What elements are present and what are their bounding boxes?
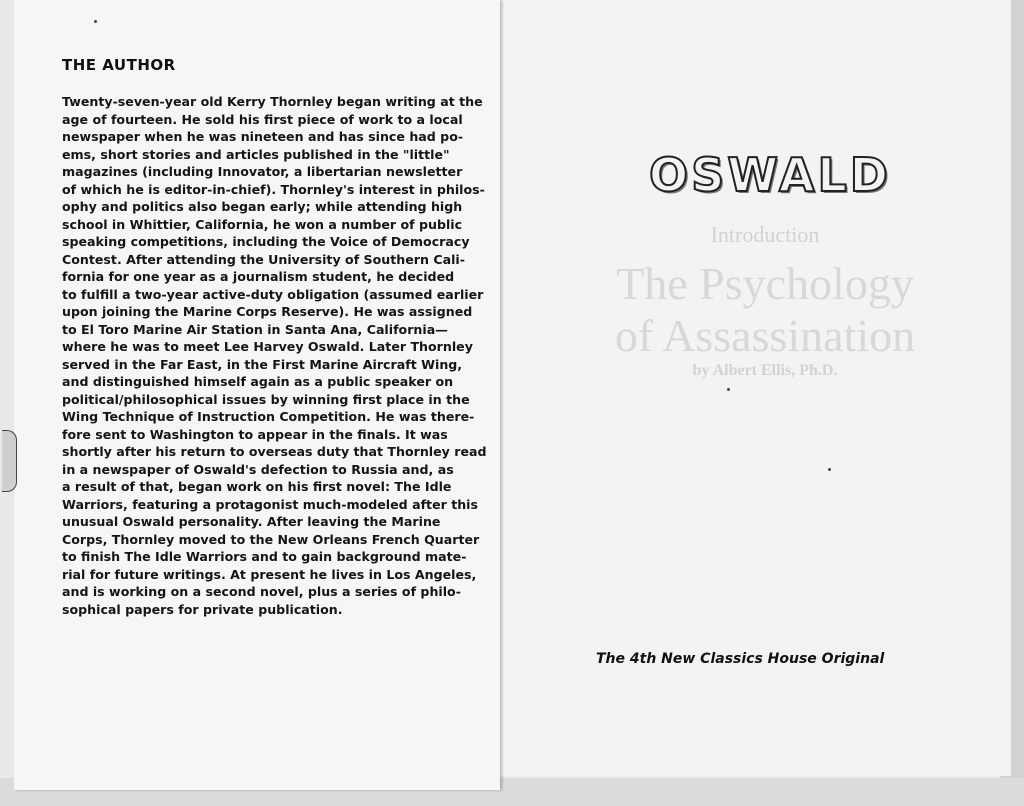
- bio-line: speaking competitions, including the Voice of Democracy: [62, 234, 470, 249]
- binder-clip: [2, 430, 17, 492]
- ghost-psychology-title: [570, 258, 960, 362]
- bio-line: to finish The Idle Warriors and to gain background mate-: [62, 549, 467, 564]
- author-bio: [62, 93, 487, 618]
- bio-line: of which he is editor-in-chief). Thornley's interest in philos-: [62, 181, 485, 197]
- imprint-line: The 4th New Classics House Original: [596, 651, 885, 667]
- bio-line: Contest. After attending the University of Southern Cali-: [62, 251, 465, 267]
- bio-line: to fulfill a two-year active-duty obligation (assumed earlier: [62, 286, 484, 302]
- bio-line: fornia for one year as a journalism student, he decided: [62, 269, 455, 284]
- bio-line: Corps, Thornley moved to the New Orleans French Quarter: [62, 531, 480, 547]
- bio-line: unusual Oswald personality. After leaving the Marine: [62, 514, 441, 529]
- bio-line: to El Toro Marine Air Station in Santa Ana, California—: [62, 321, 448, 337]
- bio-line: age of fourteen. He sold his first piece of work to a local: [62, 111, 463, 127]
- bio-line: fore sent to Washington to appear in the finals. It was: [62, 426, 448, 442]
- ghost-byline: by Albert Ellis, Ph.D.: [692, 362, 838, 379]
- bio-line: magazines (including Innovator, a libertarian newsletter: [62, 164, 463, 179]
- bio-line: newspaper when he was nineteen and has since had po-: [62, 129, 464, 144]
- bio-line: Wing Technique of Instruction Competition. He was there-: [62, 409, 475, 424]
- ghost-introduction: Introduction: [710, 222, 820, 247]
- bio-line: political/philosophical issues by winning first place in the: [62, 391, 470, 407]
- bio-line: and is working on a second novel, plus a series of philo-: [62, 584, 461, 599]
- bleed-through-top-right: [560, 0, 980, 110]
- bio-line: school in Whittier, California, he won a number of public: [62, 216, 463, 232]
- speck: [727, 388, 730, 391]
- bio-line: ophy and politics also began early; while attending high: [62, 199, 463, 214]
- bio-line: and distinguished himself again as a public speaker on: [62, 374, 454, 389]
- bio-line: a result of that, began work on his first novel: The Idle: [62, 479, 452, 494]
- bio-line: upon joining the Marine Corps Reserve). He was assigned: [62, 304, 473, 319]
- bio-line: shortly after his return to overseas duty that Thornley read: [62, 444, 487, 459]
- bio-line: sophical papers for private publication.: [62, 601, 343, 617]
- bio-line: ems, short stories and articles published in the "little": [62, 146, 450, 162]
- bio-line: Warriors, featuring a protagonist much-modeled after this: [62, 496, 478, 512]
- ghost-title-line-1: The Psychology: [616, 258, 914, 309]
- author-heading: THE AUTHOR: [62, 56, 176, 74]
- speck: [94, 20, 97, 23]
- speck: [828, 468, 831, 471]
- oswald-title: OSWALD: [648, 148, 891, 202]
- bio-line: where he was to meet Lee Harvey Oswald. Later Thornley: [62, 339, 473, 354]
- bio-line: rial for future writings. At present he lives in Los Angeles,: [62, 566, 477, 582]
- bio-line: in a newspaper of Oswald's defection to Russia and, as: [62, 461, 454, 477]
- bio-line: served in the Far East, in the First Marine Aircraft Wing,: [62, 356, 463, 372]
- bio-line: Twenty-seven-year old Kerry Thornley began writing at the: [62, 94, 483, 109]
- ghost-title-line-2: of Assassination: [614, 310, 916, 361]
